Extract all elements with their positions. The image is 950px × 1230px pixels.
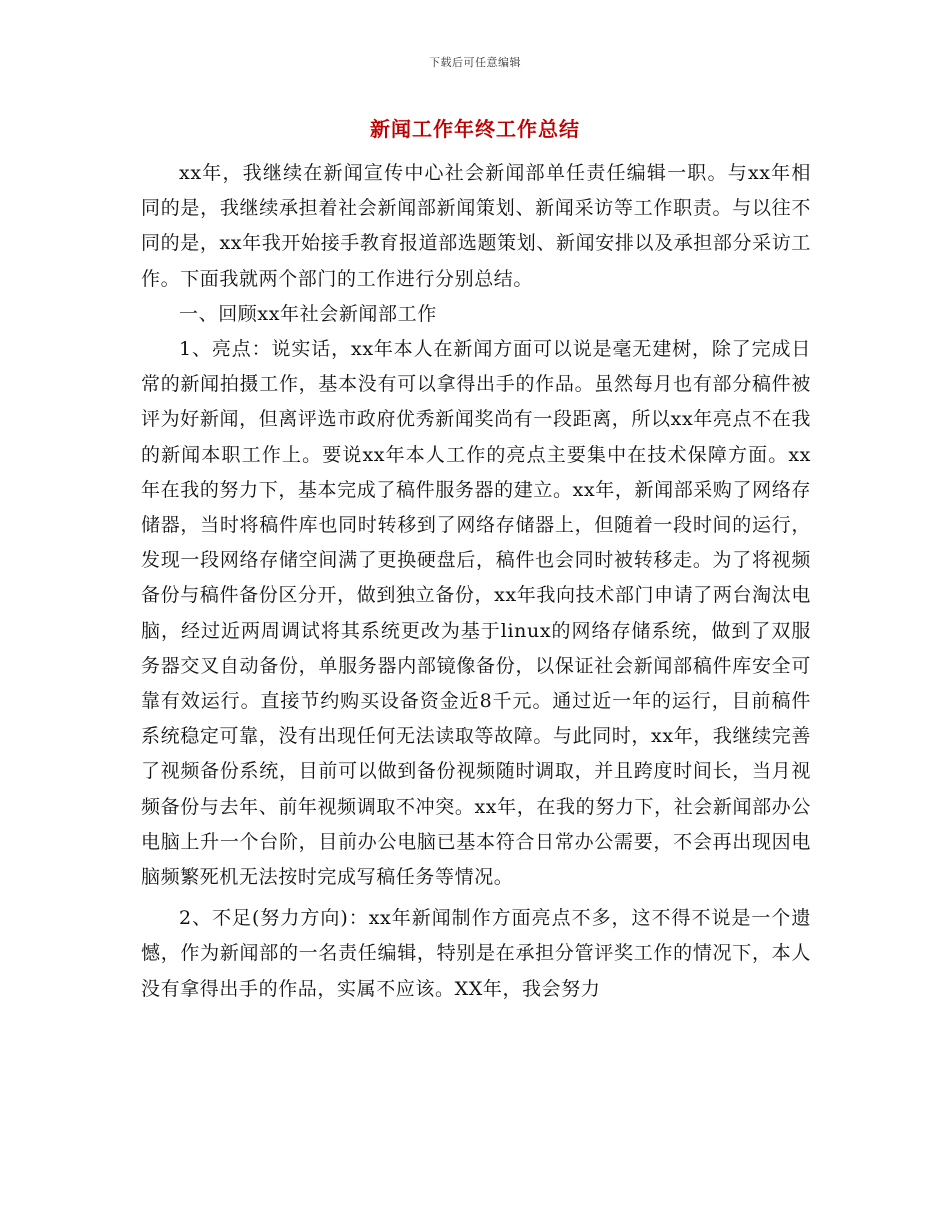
paragraph-shortcomings: 2、不足(努力方向)：xx年新闻制作方面亮点不多，这不得不说是一个遗憾，作为新闻部的一名责任编辑，特别是在承担分管评奖工作的情况下，本人没有拿得出手的作品，实属不应该。XX年，我会努力 — [141, 907, 811, 1000]
document-body — [141, 156, 811, 1007]
paragraph-highlights: 1、亮点：说实话，xx年本人在新闻方面可以说是毫无建树，除了完成日常的新闻拍摄工作，基本没有可以拿得出手的作品。虽然每月也有部分稿件被评为好新闻，但离评选市政府优秀新闻奖尚有一段距离，所以xx年亮点不在我的新闻本职工作上。要说xx年本人工作的亮点主要集中在技术保障方面。xx年在我的努力下，基本完成了稿件服务器的建立。xx年，新闻部采购了网络存储器，当时将稿件库也同时转移到了网络存储器上，但随着一段时间的运行，发现一段网络存储空间满了更换硬盘后，稿件也会同时被转移走。为了将视频备份与稿件备份区分开，做到独立备份，xx年我向技术部门申请了两台淘汰电脑，经过近两周调试将其系统更改为基于linux的网络存储系统，做到了双服务器交叉自动备份，单服务器内部镜像备份，以保证社会新闻部稿件库安全可靠有效运行。直接节约购买设备资金近8千元。通过近一年的运行，目前稿件系统稳定可靠，没有出现任何无法读取等故障。与此同时，xx年，我继续完善了视频备份系统，目前可以做到备份视频随时调取，并且跨度时间长，当月视频备份与去年、前年视频调取不冲突。xx年，在我的努力下，社会新闻部办公电脑上升一个台阶，目前办公电脑已基本符合日常办公需要，不会再出现因电脑频繁死机无法按时完成写稿任务等情况。 — [141, 338, 811, 889]
paragraph-intro: xx年，我继续在新闻宣传中心社会新闻部单任责任编辑一职。与xx年相同的是，我继续承担着社会新闻部新闻策划、新闻采访等工作职责。与以往不同的是，xx年我开始接手教育报道部选题策划、新闻安排以及承担部分采访工作。下面我就两个部门的工作进行分别总结。 — [141, 162, 811, 290]
document-title: 新闻工作年终工作总结 — [370, 117, 580, 141]
section-heading: 一、回顾xx年社会新闻部工作 — [179, 302, 437, 325]
header-note: 下载后可任意编辑 — [429, 56, 521, 69]
